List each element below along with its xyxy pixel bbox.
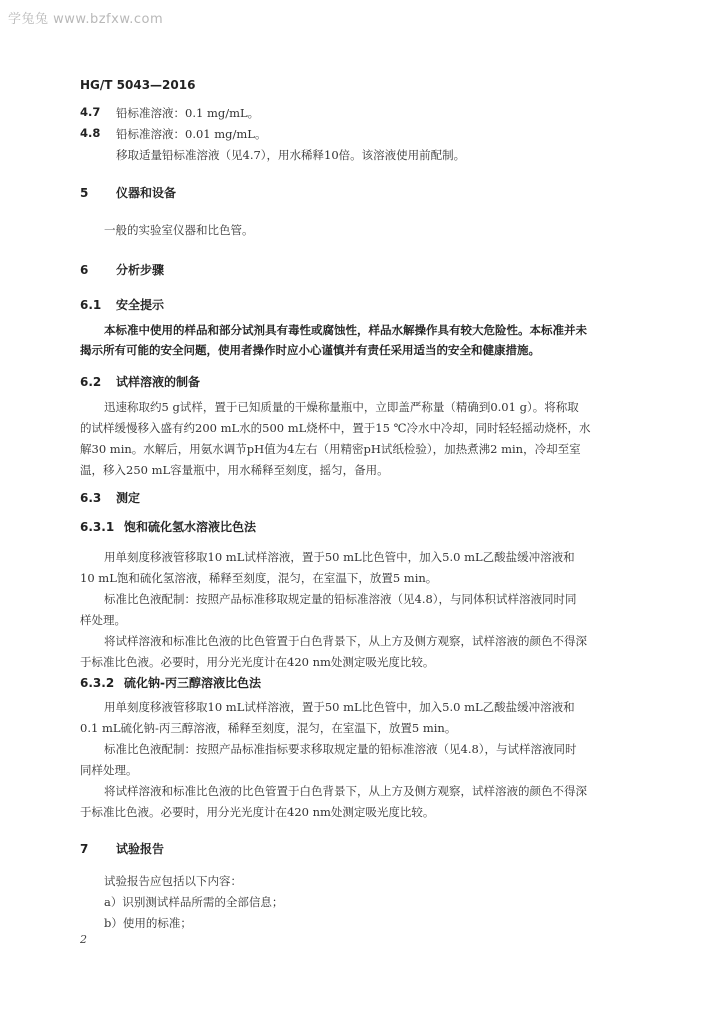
report-item-b: b）使用的标准； xyxy=(104,916,192,930)
section-number: 6.1 xyxy=(80,298,102,312)
section-6-heading xyxy=(80,261,164,278)
standard-number-header: HG/T 5043—2016 xyxy=(80,78,196,92)
h2s-line-4: 样处理。 xyxy=(80,613,126,627)
na2s-line-5: 将试样溶液和标准比色液的比色管置于白色背景下，从上方及侧方观察，试样溶液的颜色不得深 xyxy=(104,784,587,798)
prep-line-4: 温，移入250 mL容量瓶中，用水稀释至刻度，摇匀，备用。 xyxy=(80,463,389,477)
section-5-heading xyxy=(80,184,176,201)
prep-line-3: 解30 min。水解后，用氨水调节pH值为4左右（用精密pH试纸检验），加热煮沸2 min，冷却至室 xyxy=(80,442,581,456)
section-title: 仪器和设备 xyxy=(116,186,177,200)
na2s-line-1: 用单刻度移液管移取10 mL试样溶液，置于50 mL比色管中，加入5.0 mL乙酸盐缓冲溶液和 xyxy=(104,700,575,714)
item-4-8-text: 铅标准溶液：0.01 mg/mL。 xyxy=(116,127,267,141)
h2s-line-2: 10 mL饱和硫化氢溶液，稀释至刻度，混匀，在室温下，放置5 min。 xyxy=(80,571,438,585)
section-title: 硫化钠-丙三醇溶液比色法 xyxy=(124,676,261,690)
section-number: 6.3.2 xyxy=(80,676,115,690)
section-number: 5 xyxy=(80,186,89,200)
prep-line-2: 的试样缓慢移入盛有约200 mL水的500 mL烧杯中，置于15 ℃冷水中冷却，同时轻轻摇动烧杯，水 xyxy=(80,421,591,435)
report-intro: 试验报告应包括以下内容： xyxy=(104,874,242,888)
page-number: 2 xyxy=(80,933,87,946)
safety-line-1: 本标准中使用的样品和部分试剂具有毒性或腐蚀性，样品水解操作具有较大危险性。本标准并未 xyxy=(104,323,587,337)
section-6-3-1-heading xyxy=(80,518,256,535)
na2s-line-3: 标准比色液配制：按照产品标准指标要求移取规定量的铅标准溶液（见4.8），与试样溶液同时 xyxy=(104,742,577,756)
section-number: 6 xyxy=(80,263,89,277)
na2s-line-6: 于标准比色液。必要时，用分光光度计在420 nm处测定吸光度比较。 xyxy=(80,805,435,819)
h2s-line-3: 标准比色液配制：按照产品标准移取规定量的铅标准溶液（见4.8），与同体积试样溶液同时同 xyxy=(104,592,577,606)
h2s-line-1: 用单刻度移液管移取10 mL试样溶液，置于50 mL比色管中，加入5.0 mL乙酸盐缓冲溶液和 xyxy=(104,550,575,564)
item-4-7-text: 铅标准溶液：0.1 mg/mL。 xyxy=(116,106,260,120)
h2s-line-6: 于标准比色液。必要时，用分光光度计在420 nm处测定吸光度比较。 xyxy=(80,655,435,669)
section-6-3-heading xyxy=(80,489,140,506)
h2s-line-5: 将试样溶液和标准比色液的比色管置于白色背景下，从上方及侧方观察，试样溶液的颜色不得深 xyxy=(104,634,587,648)
section-title: 饱和硫化氢水溶液比色法 xyxy=(124,520,257,534)
section-number: 7 xyxy=(80,842,89,856)
section-6-3-2-heading xyxy=(80,674,261,691)
na2s-line-2: 0.1 mL硫化钠-丙三醇溶液，稀释至刻度，混匀，在室温下，放置5 min。 xyxy=(80,721,457,735)
item-4-8-continuation: 移取适量铅标准溶液（见4.7），用水稀释10倍。该溶液使用前配制。 xyxy=(116,148,466,162)
section-title: 安全提示 xyxy=(116,298,165,312)
safety-line-2: 揭示所有可能的安全问题，使用者操作时应小心谨慎并有责任采用适当的安全和健康措施。 xyxy=(80,343,540,357)
section-6-1-heading xyxy=(80,296,164,313)
item-4-7-number: 4.7 xyxy=(80,105,101,119)
section-title: 测定 xyxy=(116,491,141,505)
section-6-2-heading xyxy=(80,373,200,390)
na2s-line-4: 同样处理。 xyxy=(80,763,138,777)
section-title: 分析步骤 xyxy=(116,263,165,277)
section-number: 6.3 xyxy=(80,491,102,505)
section-title: 试验报告 xyxy=(116,842,165,856)
prep-line-1: 迅速称取约5 g试样，置于已知质量的干燥称量瓶中，立即盖严称量（精确到0.01 g）。将称取 xyxy=(104,400,579,414)
section-7-heading xyxy=(80,840,164,857)
section-5-text: 一般的实验室仪器和比色管。 xyxy=(104,223,254,237)
section-number: 6.3.1 xyxy=(80,520,115,534)
report-item-a: a）识别测试样品所需的全部信息； xyxy=(104,895,284,909)
item-4-8-number: 4.8 xyxy=(80,126,101,140)
section-number: 6.2 xyxy=(80,375,102,389)
watermark: 学兔兔 www.bzfxw.com xyxy=(8,12,164,27)
section-title: 试样溶液的制备 xyxy=(116,375,201,389)
